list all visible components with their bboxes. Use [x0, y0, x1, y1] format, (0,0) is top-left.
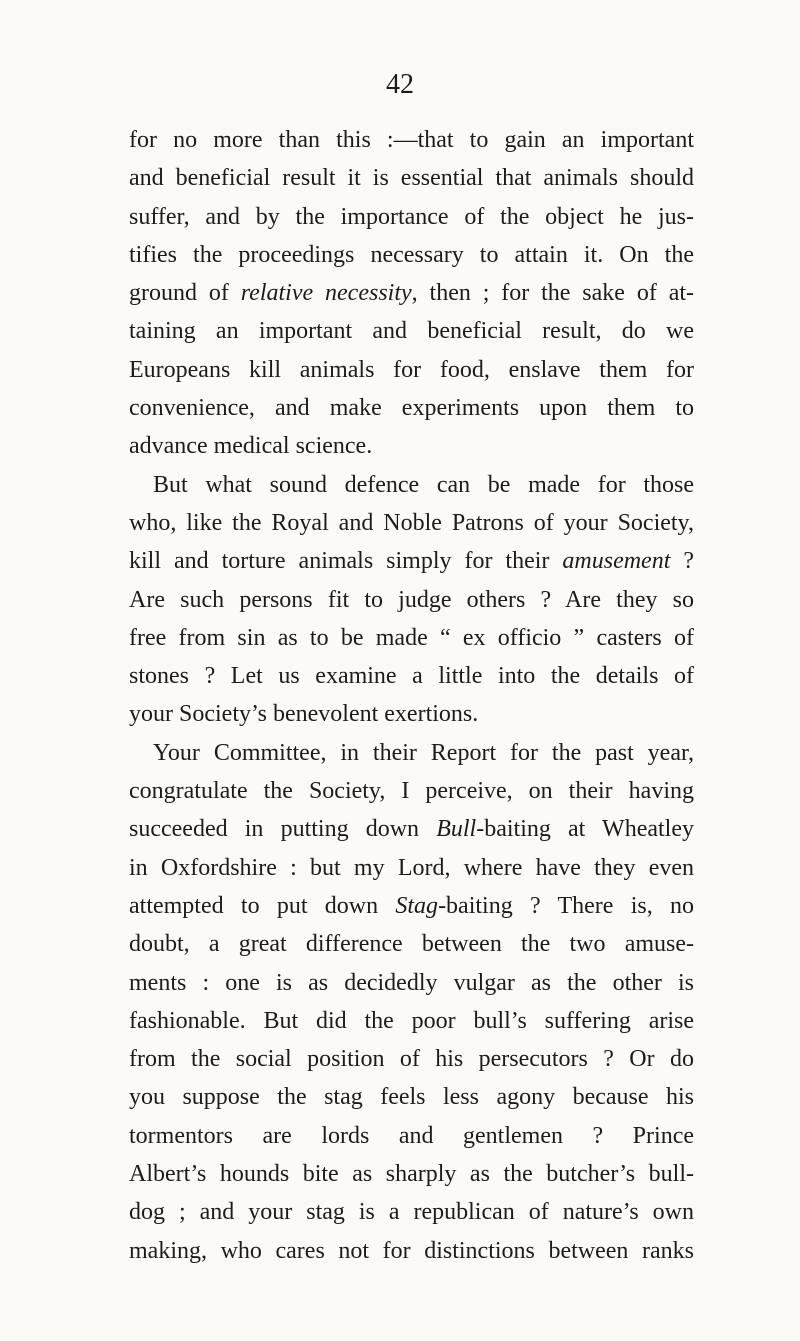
- text-line: tifies the proceedings necessary to attain it. On the: [129, 241, 694, 268]
- text-line: you suppose the stag feels less agony because his: [129, 1084, 694, 1111]
- text-line: and beneficial result it is essential that animals should: [129, 165, 694, 192]
- text-line: But what sound defence can be made for those: [153, 471, 694, 498]
- text-line: Your Committee, in their Report for the past year,: [153, 739, 694, 766]
- italic-phrase: Stag: [395, 892, 439, 919]
- text-line: from the social position of his persecutors ? Or do: [129, 1046, 694, 1073]
- body-text: [129, 121, 694, 1270]
- text-line: ground of relative necessity, then ; for the sake of at-: [129, 280, 695, 307]
- text-line: succeeded in putting down Bull-baiting at Wheatley: [129, 816, 695, 843]
- text-line: attempted to put down Stag-baiting ? There is, no: [129, 892, 694, 919]
- text-line: fashionable. But did the poor bull’s suffering arise: [129, 1007, 694, 1034]
- text-line: who, like the Royal and Noble Patrons of your Society,: [129, 509, 694, 536]
- page-number: 42: [386, 69, 414, 100]
- text-line: ments : one is as decidedly vulgar as the other is: [129, 969, 694, 996]
- text-line: making, who cares not for distinctions between ranks: [129, 1237, 694, 1264]
- text-line: advance medical science.: [129, 433, 373, 460]
- text-line: free from sin as to be made “ ex officio ” casters of: [129, 624, 694, 651]
- italic-phrase: relative necessity: [240, 280, 412, 307]
- text-line: kill and torture animals simply for their amusement ?: [129, 548, 694, 575]
- text-line: for no more than this :—that to gain an important: [129, 127, 694, 153]
- text-line: suffer, and by the importance of the object he jus-: [129, 203, 694, 230]
- text-line: congratulate the Society, I perceive, on their having: [129, 778, 694, 805]
- text-line: taining an important and beneficial result, do we: [129, 318, 694, 345]
- text-line: your Society’s benevolent exertions.: [129, 701, 479, 728]
- text-line: Are such persons fit to judge others ? Are they so: [129, 586, 694, 613]
- text-line: doubt, a great difference between the two amuse-: [129, 931, 694, 958]
- italic-phrase: amusement: [562, 548, 671, 575]
- text-line: stones ? Let us examine a little into the details of: [129, 663, 694, 690]
- italic-phrase: Bull: [436, 816, 477, 843]
- text-line: dog ; and your stag is a republican of nature’s own: [129, 1199, 694, 1226]
- text-line: Europeans kill animals for food, enslave them for: [129, 356, 694, 383]
- text-line: tormentors are lords and gentlemen ? Prince: [129, 1122, 694, 1149]
- text-line: in Oxfordshire : but my Lord, where have they even: [129, 854, 694, 881]
- text-line: convenience, and make experiments upon them to: [129, 395, 694, 422]
- text-line: Albert’s hounds bite as sharply as the butcher’s bull-: [129, 1161, 694, 1188]
